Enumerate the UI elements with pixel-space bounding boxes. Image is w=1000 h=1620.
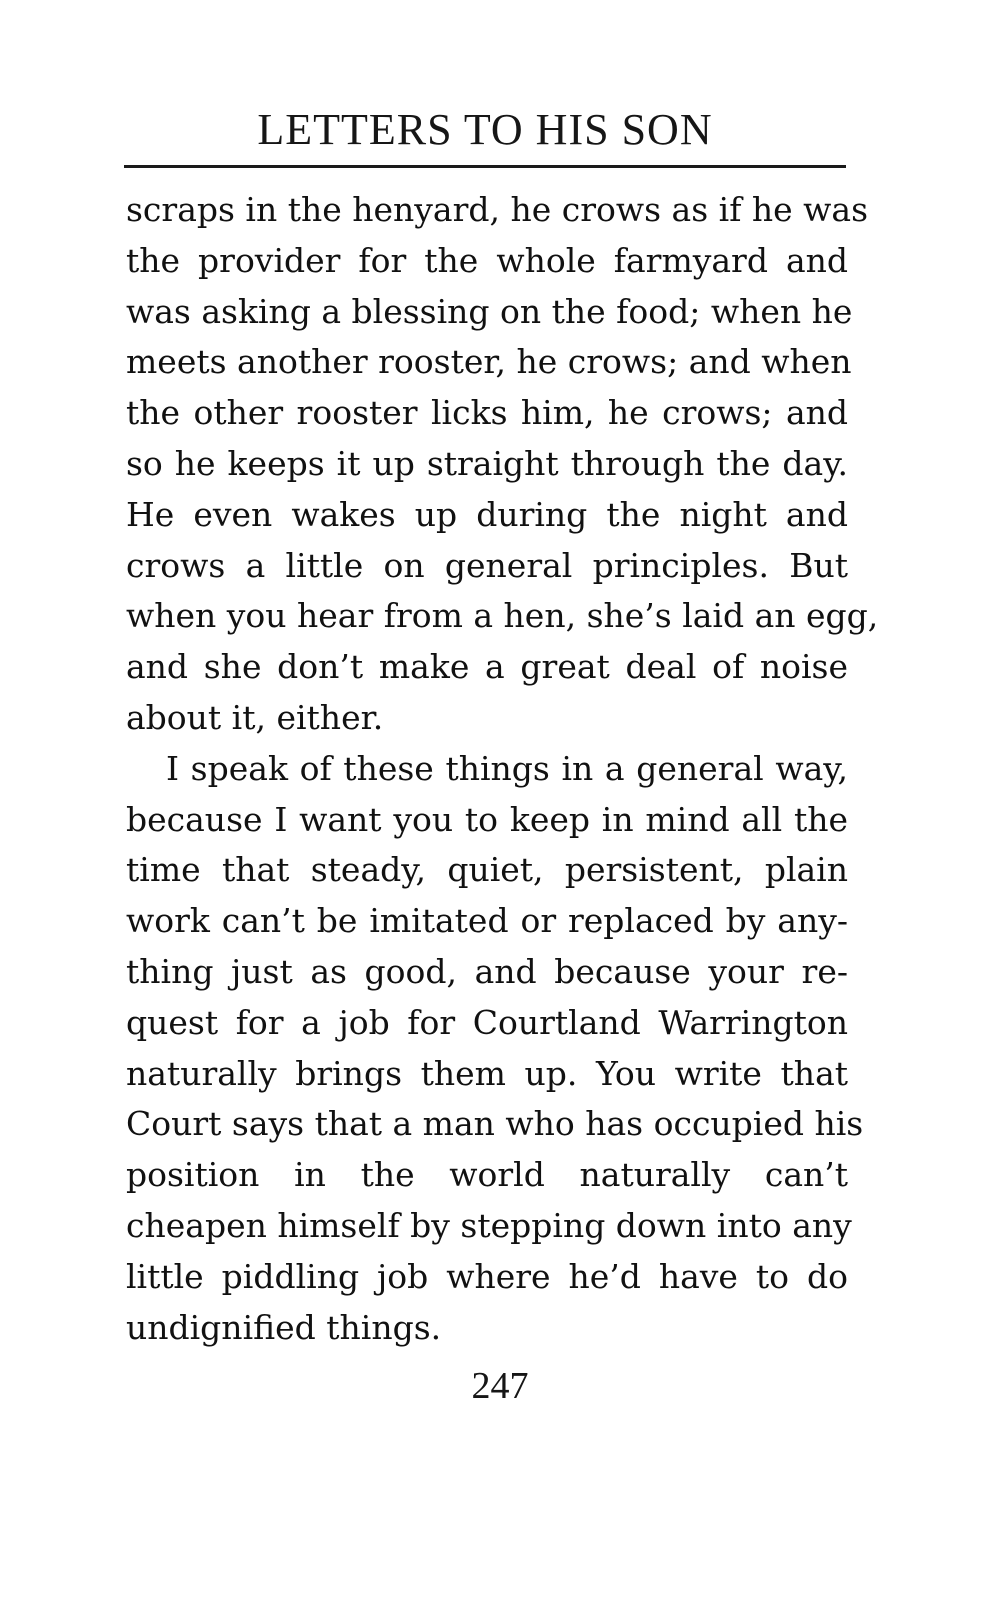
text-line: He even wakes up during the night and	[126, 494, 848, 534]
text-line: I speak of these things in a general way,	[166, 748, 848, 788]
running-head: LETTERS TO HIS SON	[257, 105, 713, 154]
text-line: quest for a job for Courtland Warrington	[126, 1002, 848, 1042]
header-rule	[124, 165, 846, 168]
text-line: thing just as good, and because your re-	[126, 951, 848, 991]
text-line: crows a little on general principles. But	[126, 545, 848, 585]
text-line: so he keeps it up straight through the day.	[126, 443, 848, 483]
text-line: cheapen himself by stepping down into any	[126, 1205, 852, 1245]
text-line: and she don’t make a great deal of noise	[126, 647, 848, 687]
text-line: undignified things.	[126, 1307, 442, 1347]
text-line: time that steady, quiet, persistent, plain	[126, 850, 848, 890]
text-line: work can’t be imitated or replaced by any-	[126, 901, 848, 941]
text-line: little piddling job where he’d have to do	[126, 1256, 848, 1296]
text-line: when you hear from a hen, she’s laid an egg,	[126, 596, 879, 636]
text-line: naturally brings them up. You write that	[126, 1053, 848, 1093]
body-text	[126, 185, 879, 1353]
text-line: the other rooster licks him, he crows; and	[126, 393, 848, 433]
page-number: 247	[471, 1365, 529, 1407]
text-line: because I want you to keep in mind all the	[126, 799, 848, 839]
text-line: was asking a blessing on the food; when he	[126, 291, 853, 331]
text-line: position in the world naturally can’t	[126, 1155, 848, 1195]
text-line: the provider for the whole farmyard and	[126, 240, 848, 280]
text-line: scraps in the henyard, he crows as if he was	[126, 190, 869, 229]
text-line: meets another rooster, he crows; and when	[126, 342, 852, 382]
text-line: about it, either.	[126, 697, 384, 737]
text-line: Court says that a man who has occupied his	[126, 1104, 864, 1144]
